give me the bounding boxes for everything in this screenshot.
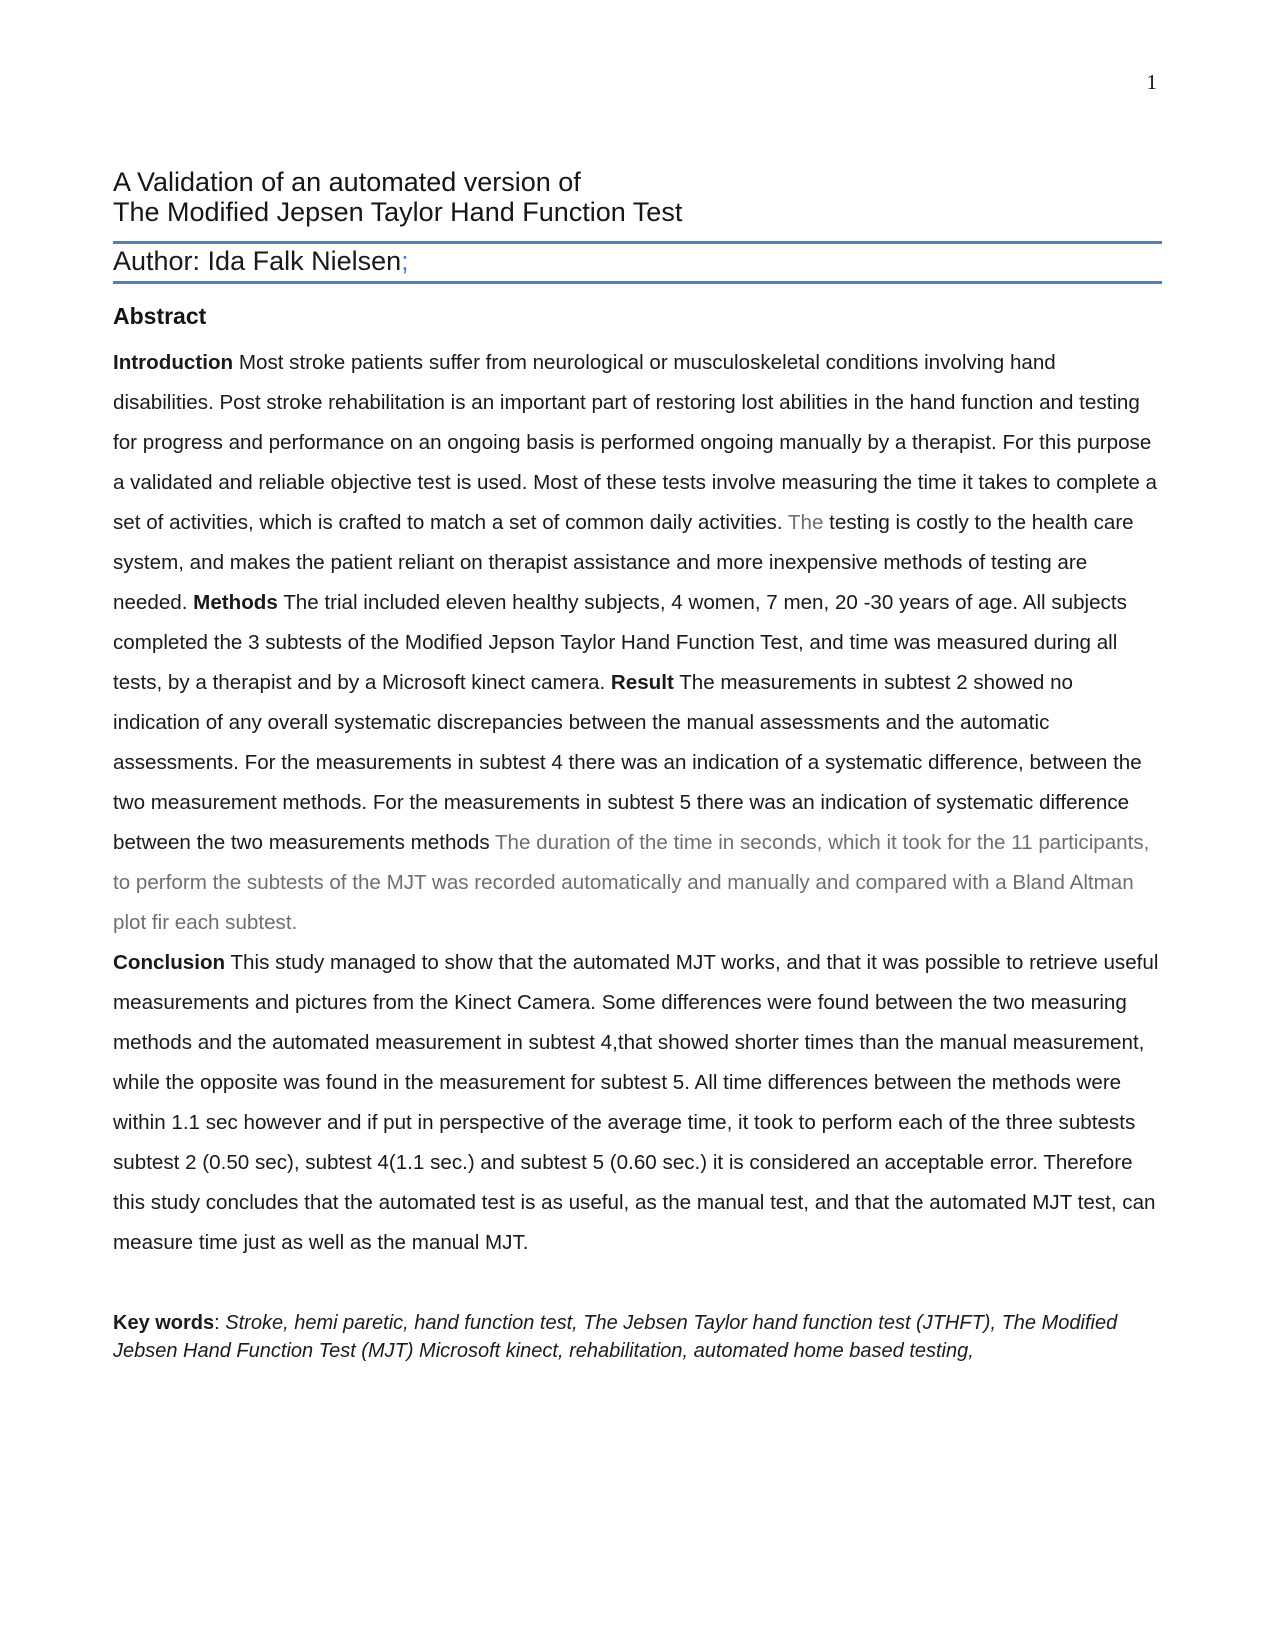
- inline-text-run: Most stroke patients suffer from neurological or musculoskeletal conditions involving hand disabilities. Post stroke rehabilitation is an important part of restoring lost abilities in the hand function and testing for progress and performance on an ongoing basis is performed ongoing manually by a therapist. For this purpose a validated and reliable objective test is used. Most of these tests involve measuring the time it takes to complete a set of activities, which is crafted to match a set of common daily activities.: [113, 351, 1157, 534]
- inline-bold-run: Conclusion: [113, 951, 226, 974]
- keywords-label: Key words: [113, 1312, 215, 1334]
- abstract-paragraph-introduction: [113, 343, 1162, 943]
- keywords-text: Stroke, hemi paretic, hand function test, The Jebsen Taylor hand function test (JTHFT), The Modified Jebsen Hand Function Test (MJT) Microsoft kinect, rehabilitation, automated home based testing,: [113, 1312, 1118, 1362]
- keywords-block: [113, 1310, 1162, 1365]
- inline-bold-run: Methods: [193, 591, 278, 614]
- abstract-heading: Abstract: [113, 303, 207, 329]
- inline-text-run: The trial included eleven healthy subjects, 4 women, 7 men, 20 -30 years of age. All subjects completed the 3 subtests of the Modified Jepson Taylor Hand Function Test, and time was measured during all tests, by a therapist and by a Microsoft kinect camera.: [113, 591, 1127, 694]
- inline-text-run: testing is costly to the health care system, and makes the patient reliant on therapist assistance and more inexpensive methods of testing are needed.: [113, 511, 1134, 614]
- author-suffix: ;: [401, 246, 409, 276]
- inline-gray-run: The duration of the time in seconds, which it took for the 11 participants, to perform the subtests of the MJT was recorded automatically and manually and compared with a Bland Altman plot fir each subtest.: [113, 831, 1150, 934]
- abstract-paragraph-conclusion: [113, 943, 1162, 1263]
- inline-gray-run: The: [787, 511, 830, 534]
- title-block: [113, 168, 1162, 244]
- inline-bold-run: Introduction: [113, 351, 234, 374]
- page-number: 1: [1146, 70, 1157, 94]
- inline-bold-run: Result: [610, 671, 674, 694]
- author-block: [113, 244, 1162, 284]
- keywords-separator: :: [214, 1312, 226, 1334]
- document-title-line-1: A Validation of an automated version of: [113, 167, 581, 197]
- document-title-line-2: The Modified Jepsen Taylor Hand Function Test: [113, 196, 683, 227]
- inline-text-run: This study managed to show that the automated MJT works, and that it was possible to retrieve useful measurements and pictures from the Kinect Camera. Some differences were found between the two measuring methods and the automated measurement in subtest 4,that showed shorter times than the manual measurement, while the opposite was found in the measurement for subtest 5. All time differences between the methods were within 1.1 sec however and if put in perspective of the average time, it took to perform each of the three subtests subtest 2 (0.50 sec), subtest 4(1.1 sec.) and subtest 5 (0.60 sec.) it is considered an acceptable error. Therefore this study concludes that the automated test is as useful, as the manual test, and that the automated MJT test, can measure time just as well as the manual MJT.: [113, 951, 1159, 1254]
- inline-text-run: The measurements in subtest 2 showed no indication of any overall systematic discrepancies between the manual assessments and the automatic assessments. For the measurements in subtest 4 there was an indication of a systematic difference, between the two measurement methods. For the measurements in subtest 5 there was an indication of systematic difference between the two measurements methods: [113, 671, 1142, 854]
- author-text: Author: Ida Falk Nielsen: [113, 246, 402, 276]
